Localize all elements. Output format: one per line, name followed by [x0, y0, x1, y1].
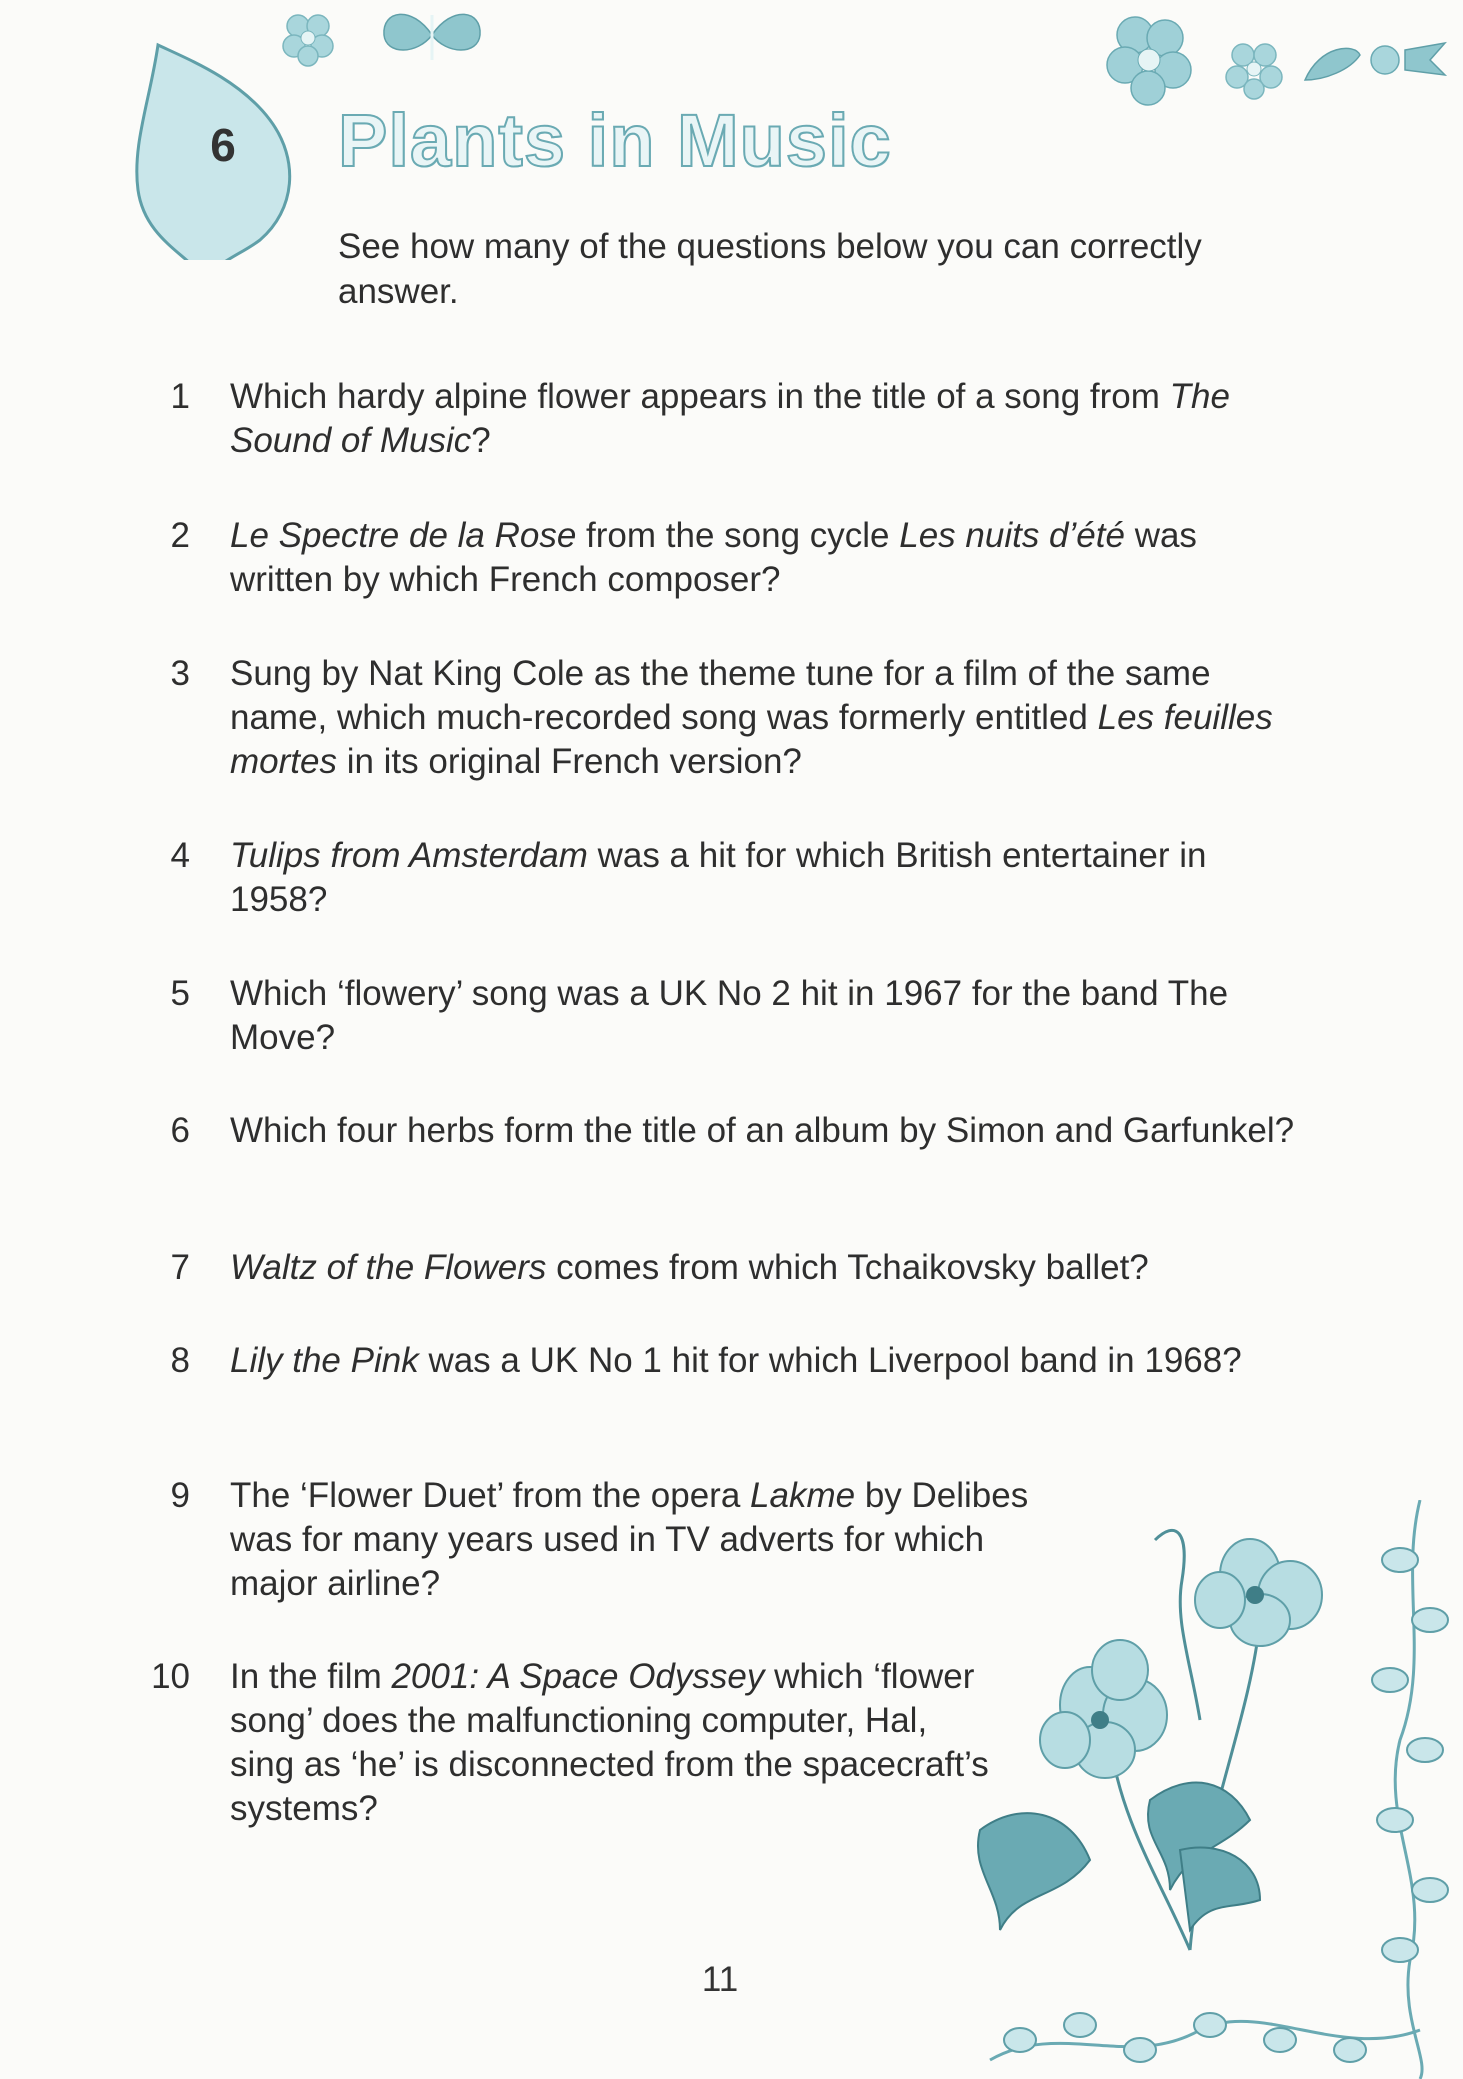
question-title-italic: Lily the Pink [230, 1341, 419, 1380]
question-title-italic: 2001: A Space Odyssey [391, 1657, 765, 1696]
question-title-italic: Le Spectre de la Rose [230, 516, 577, 555]
intro-text: See how many of the questions below you can correctly answer. [338, 227, 1202, 311]
question-text [230, 834, 1300, 922]
question-title-italic: The Sound of Music [230, 377, 1230, 460]
question-number: 1 [170, 377, 190, 416]
question-number: 9 [170, 1476, 190, 1515]
question-text [230, 1655, 990, 1831]
question-number: 4 [170, 836, 190, 875]
question-title-italic: Les feuilles mortes [230, 698, 1273, 781]
question-text [230, 1474, 1060, 1606]
question-text [230, 652, 1300, 784]
question-text-segment: in its original French version? [336, 742, 802, 781]
question-text-segment: ? [471, 421, 491, 460]
question-number: 2 [170, 516, 190, 555]
question-number: 7 [170, 1248, 190, 1287]
question-text [230, 972, 1300, 1060]
question-text-segment: Which ‘flowery’ song was a UK No 2 hit in 1967 for the band The Move? [230, 974, 1229, 1057]
butterfly-icon [372, 0, 492, 70]
flower-illustration [960, 1500, 1463, 2079]
question-number: 8 [170, 1341, 190, 1380]
question-title-italic: Waltz of the Flowers [230, 1248, 547, 1287]
question-text-segment: comes from which Tchaikovsky ballet? [546, 1248, 1149, 1287]
question-text-segment: was a hit for which British entertainer in 1958? [230, 836, 1207, 919]
question-title-italic: Lakme [750, 1476, 856, 1515]
question-text [230, 1246, 1300, 1290]
page-title: Plants in Music [338, 99, 892, 182]
question-text-segment: by Delibes was for many years used in TV adverts for which major airline? [230, 1476, 1029, 1603]
question-text-segment: which ‘flower song’ does the malfunctioning computer, Hal, sing as ‘he’ is disconnected from the spacecraft’s systems? [230, 1657, 989, 1828]
page-number: 11 [701, 1960, 739, 1999]
question-text [230, 514, 1300, 602]
chapter-number: 6 [210, 119, 236, 171]
question-text-segment: Which four herbs form the title of an album by Simon and Garfunkel? [230, 1111, 1295, 1150]
question-text-segment: was a UK No 1 hit for which Liverpool band in 1968? [418, 1341, 1242, 1380]
question-text [230, 375, 1300, 463]
leaf-icon [1300, 35, 1450, 85]
question-text [230, 1339, 1300, 1383]
question-number: 10 [151, 1657, 190, 1696]
flower-icon [1085, 10, 1215, 110]
question-text [230, 1109, 1300, 1153]
question-text-segment: Which hardy alpine flower appears in the title of a song from [230, 377, 1170, 416]
question-title-italic: Tulips from Amsterdam [230, 836, 588, 875]
question-number: 3 [170, 654, 190, 693]
question-number: 5 [170, 974, 190, 1013]
question-text-segment: was written by which French composer? [230, 516, 1197, 599]
flower-icon [1215, 35, 1295, 105]
question-text-segment: Sung by Nat King Cole as the theme tune for a film of the same name, which much-recorded song was formerly entitled [230, 654, 1211, 737]
question-text-segment: In the film [230, 1657, 392, 1696]
question-title-italic: Les nuits d’été [899, 516, 1125, 555]
question-text-segment: from the song cycle [576, 516, 900, 555]
question-text-segment: The ‘Flower Duet’ from the opera [230, 1476, 751, 1515]
question-number: 6 [170, 1111, 190, 1150]
